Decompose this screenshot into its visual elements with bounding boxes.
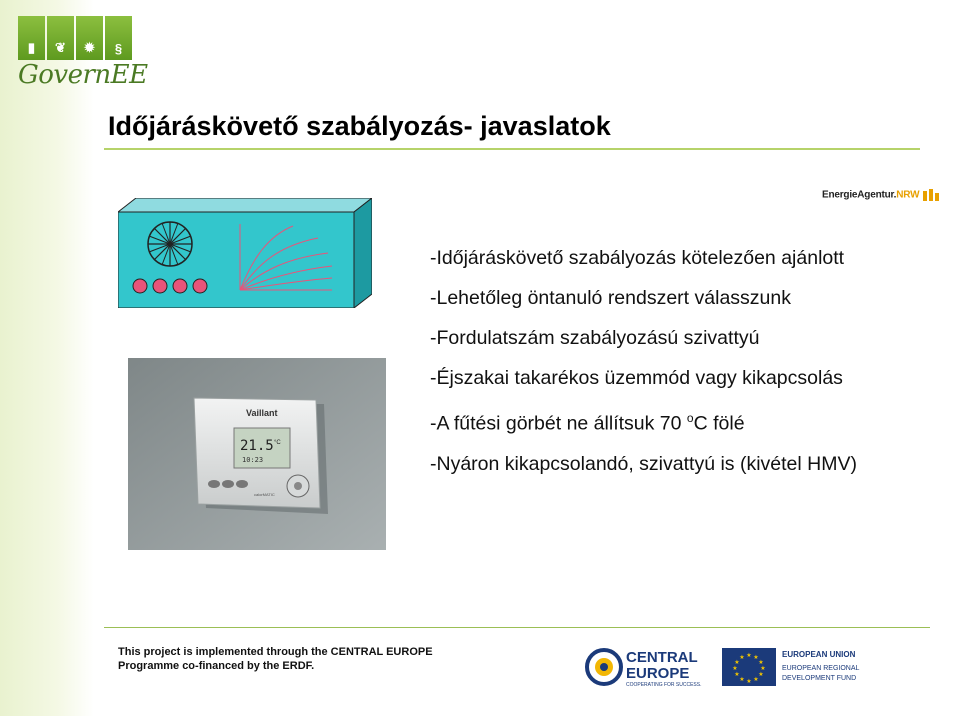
- thermostat-unit: °C: [274, 440, 281, 446]
- list-item: [430, 406, 930, 436]
- footer-text: [118, 645, 433, 673]
- title-divider: [104, 148, 920, 150]
- page-title: Időjáráskövető szabályozás- javaslatok: [108, 111, 611, 141]
- svg-text:★: ★: [753, 676, 759, 683]
- nrw-mark-icon: [922, 189, 940, 201]
- footer-divider: [104, 627, 930, 628]
- sidebar-gradient: [0, 0, 94, 716]
- svg-text:★: ★: [739, 676, 745, 683]
- eu-line2: EUROPEAN REGIONAL: [782, 665, 860, 672]
- thermostat-time: 10:23: [242, 456, 264, 464]
- svg-text:★: ★: [753, 654, 759, 661]
- governee-logo-tiles: [18, 16, 132, 60]
- eu-erdf-logo: [722, 646, 862, 688]
- list-item: -Fordulatszám szabályozású szivattyú: [430, 327, 760, 349]
- thermostat-buttons: [208, 480, 248, 488]
- central-europe-line1: CENTRAL: [626, 649, 698, 666]
- heating-controller-diagram: [118, 198, 372, 308]
- governee-wordmark: GovernEE: [18, 60, 148, 90]
- paragraph-icon: §: [105, 16, 132, 60]
- eu-flag-icon: [722, 648, 776, 686]
- list-item: -Lehetőleg öntanuló rendszert válasszunk: [430, 287, 791, 309]
- dial-knob-icon: [287, 475, 309, 497]
- list-item-text: -A fűtési görbét ne állítsuk 70: [430, 412, 687, 435]
- energieagentur-name: EnergieAgentur.: [822, 189, 897, 201]
- svg-text:★: ★: [746, 678, 752, 685]
- energieagentur-logo: [822, 189, 940, 201]
- energieagentur-nrw: NRW: [896, 189, 920, 201]
- degree-superscript: o: [686, 411, 694, 425]
- building-icon: ▮: [18, 16, 45, 60]
- thermostat-brand: Vaillant: [246, 408, 278, 418]
- svg-text:★: ★: [758, 671, 764, 678]
- list-item: -Nyáron kikapcsolandó, szivattyú is (kivétel HMV): [430, 452, 857, 475]
- thermostat-temp: 21.5: [240, 438, 274, 454]
- recommendation-list: [430, 246, 930, 492]
- svg-text:★: ★: [734, 671, 740, 678]
- leaf-icon: ❦: [47, 16, 74, 60]
- list-item: -Éjszakai takarékos üzemmód vagy kikapcsolás: [430, 367, 843, 389]
- sun-icon: ✹: [76, 16, 103, 60]
- svg-text:★: ★: [758, 659, 764, 666]
- fan-icon: [148, 222, 192, 266]
- footer-line: Programme co-financed by the ERDF.: [118, 660, 315, 672]
- central-europe-line2: EUROPE: [626, 665, 690, 682]
- central-europe-tagline: COOPERATING FOR SUCCESS.: [626, 682, 702, 688]
- footer-line: This project is implemented through the CENTRAL EUROPE: [118, 646, 433, 658]
- list-item-text: C fölé: [693, 412, 745, 435]
- list-item: -Időjáráskövető szabályozás kötelezően ajánlott: [430, 247, 845, 269]
- eu-line3: DEVELOPMENT FUND: [782, 675, 857, 682]
- svg-text:★: ★: [734, 659, 740, 666]
- svg-text:★: ★: [739, 654, 745, 661]
- svg-text:★: ★: [746, 652, 752, 659]
- central-europe-emblem-icon: [587, 650, 621, 684]
- thermostat-model: calorMATIC: [254, 492, 275, 497]
- thermostat-photo: [128, 358, 386, 550]
- svg-text:★: ★: [760, 665, 766, 672]
- svg-text:★: ★: [732, 665, 738, 672]
- eu-line1: EUROPEAN UNION: [782, 650, 856, 659]
- central-europe-logo: [584, 645, 712, 689]
